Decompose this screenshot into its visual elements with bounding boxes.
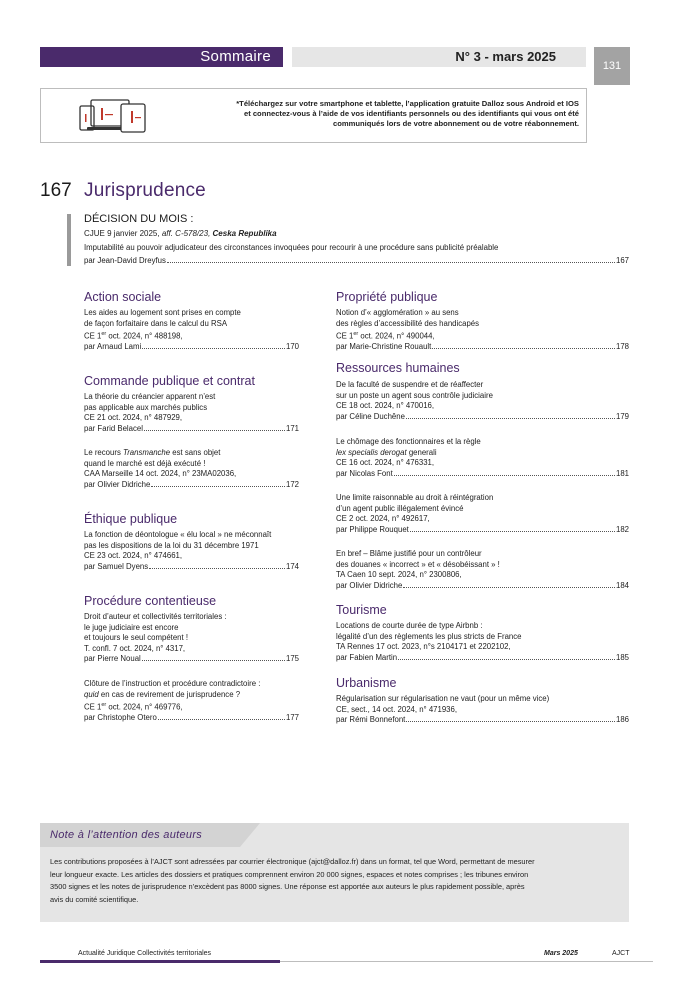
category-commande-publique xyxy=(84,374,299,389)
category-title: Tourisme xyxy=(336,603,387,617)
toc-entry[interactable]: De la faculté de suspendre et de réaffecter sur un poste un agent sous contrôle judiciaire CE 18 oct. 2024, n° 470016, par Céline Duchêne 179 xyxy=(336,380,629,421)
category-title: Action sociale xyxy=(84,290,162,304)
category-title: Urbanisme xyxy=(336,676,397,690)
decision-author: par Jean-David Dreyfus xyxy=(84,256,166,265)
footer-code: AJCT xyxy=(612,950,630,957)
toc-entry[interactable]: Le recours Transmanche est sans objet quand le marché est déjà exécuté ! CAA Marseille 14 oct. 2024, n° 23MA02036, par Olivier Didriche 172 xyxy=(84,448,299,489)
category-title: Éthique publique xyxy=(84,512,178,526)
app-info-box xyxy=(40,88,587,143)
toc-entry[interactable]: Clôture de l’instruction et procédure contradictoire : quid en cas de revirement de jurisprudence ? CE 1er oct. 2024, n° 469776, par Christophe Otero 177 xyxy=(84,679,299,723)
issue-label: N° 3 - mars 2025 xyxy=(292,47,586,67)
toc-entry[interactable]: Régularisation sur régularisation ne vaut (pour un même vice) CE, sect., 14 oct. 2024, n° 471936, par Rémi Bonnefont 186 xyxy=(336,694,629,725)
category-title: Ressources humaines xyxy=(336,361,460,375)
footer-accent-bar xyxy=(40,960,280,963)
category-urbanisme xyxy=(336,676,629,691)
section-title: Jurisprudence xyxy=(84,180,206,201)
toc-entry[interactable]: En bref – Blâme justifié pour un contrôleur des douanes « incorrect » et « désobéissant » ! TA Caen 10 sept. 2024, n° 2300806, par Olivier Didriche 184 xyxy=(336,549,629,590)
footer-date: Mars 2025 xyxy=(544,950,578,957)
category-ressources-humaines xyxy=(336,361,629,376)
note-body: Les contributions proposées à l’AJCT sont adressées par courrier électronique (ajct@dalloz.fr) dans un format, tel que Word, permettant de mesurer leur longueur exacte. Les articles des dossiers et pratiques comprennent environ 20 000 signes, espaces et notes comprises ; les tribunes environ 3500 signes et les notes de jurisprudence n’excèdent pas 8000 signes. Une réponse est apportée aux auteurs le plus rapidement possible, après avis du comité scientifique. xyxy=(50,857,535,904)
section-banner: Sommaire xyxy=(40,47,283,67)
toc-entry[interactable]: La théorie du créancier apparent n’est pas applicable aux marchés publics CE 21 oct. 2024, n° 487929, par Farid Belacel 171 xyxy=(84,392,299,433)
category-ethique-publique xyxy=(84,512,299,527)
note-header xyxy=(40,823,629,847)
toc-entry[interactable]: Droit d’auteur et collectivités territoriales : le juge judiciaire est encore et toujours le seul compétent ! T. confl. 7 oct. 2024, n° 4317, par Pierre Noual 175 xyxy=(84,612,299,664)
page-number: 131 xyxy=(594,47,630,85)
decision-reference: CJUE 9 janvier 2025, aff. C-578/23, Ceska Republika xyxy=(84,229,277,238)
decision-description: Imputabilité au pouvoir adjudicateur des circonstances invoquées pour recourir à une procédure sans publicité préalable xyxy=(84,243,499,252)
category-procedure-contentieuse xyxy=(84,594,299,609)
toc-entry[interactable]: Les aides au logement sont prises en compte de façon forfaitaire dans le calcul du RSA CE 1er oct. 2024, n° 488198, par Arnaud Lami 170 xyxy=(84,308,299,352)
category-action-sociale xyxy=(84,290,299,305)
note-title: Note à l’attention des auteurs xyxy=(50,829,203,841)
section-page-number: 167 xyxy=(40,180,72,201)
toc-entry[interactable]: Locations de courte durée de type Airbnb : légalité d’un des règlements les plus stricts de France TA Rennes 17 oct. 2023, n°s 2104171 et 2202102, par Fabien Martin 185 xyxy=(336,621,629,662)
devices-icon xyxy=(77,98,157,134)
decision-author-line[interactable] xyxy=(84,256,629,265)
category-title: Commande publique et contrat xyxy=(84,374,255,388)
app-info-text: *Téléchargez sur votre smartphone et tablette, l’application gratuite Dalloz sous Android et IOS et connectez-vous à l’aide de vos identifiants personnels ou des identifiants qui vous ont été communiqués lors de votre abonnement ou de votre réabonnement. xyxy=(236,99,579,128)
footer-journal: Actualité Juridique Collectivités territoriales xyxy=(78,950,212,957)
toc-entry[interactable]: Notion d’« agglomération » au sens des règles d’accessibilité des handicapés CE 1er oct. 2024, n° 490044, par Marie-Christine Rouault 178 xyxy=(336,308,629,352)
toc-entry[interactable]: Une limite raisonnable au droit à réintégration d’un agent public illégalement évincé CE 2 oct. 2024, n° 492617, par Philippe Rouquet 182 xyxy=(336,493,629,534)
decision-bar xyxy=(67,214,71,266)
category-propriete-publique xyxy=(336,290,629,305)
decision-title: DÉCISION DU MOIS : xyxy=(84,213,194,225)
footer-rule xyxy=(280,961,653,962)
category-tourisme xyxy=(336,603,629,618)
toc-entry[interactable]: La fonction de déontologue « élu local » ne méconnaît pas les dispositions de la loi du 31 décembre 1971 CE 23 oct. 2024, n° 474661, par Samuel Dyens 174 xyxy=(84,530,299,571)
category-title: Procédure contentieuse xyxy=(84,594,217,608)
category-title: Propriété publique xyxy=(336,290,438,304)
authors-note-box xyxy=(40,823,629,922)
toc-entry[interactable]: Le chômage des fonctionnaires et la règle lex specialis derogat generali CE 16 oct. 2024, n° 476331, par Nicolas Font 181 xyxy=(336,437,629,478)
decision-page: 167 xyxy=(615,256,629,265)
page-footer xyxy=(40,949,653,963)
